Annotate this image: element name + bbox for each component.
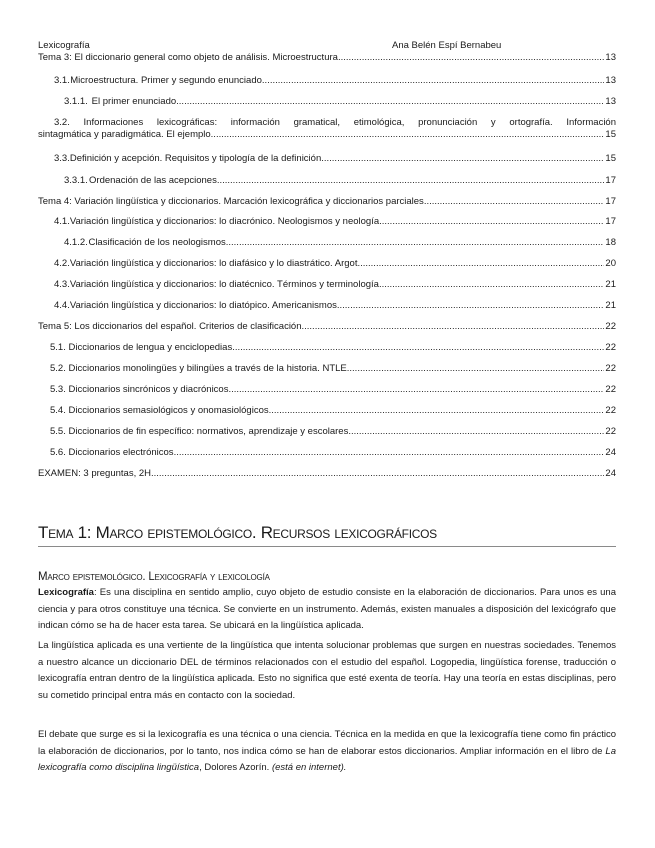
paragraph-lexicografia-definition: Lexicografía: Es una disciplina en sentido amplio, cuyo objeto de estudio consiste en la elaboración de diccionarios. Para unos es una ciencia y para otros constituye una técnica. Se convierte en un instrumento. Además, existen manuales a disposición del lexicógrafo que indican cómo se ha de hacer esta tarea. Se ubicará en la lingüística aplicada.: [38, 587, 616, 631]
paragraph-debate: El debate que surge es si la lexicografía es una técnica o una ciencia. Técnica en la medida en que la lexicografía tiene como fin práctico la elaboración de diccionarios, por lo tanto, nos indica cómo se han de elaborar estos diccionarios. Ampliar información en el libro de La lexicografía como disciplina lingüística, Dolores Azorín. (está en internet).: [38, 729, 616, 773]
internet-note: (está en internet).: [271, 762, 347, 773]
toc-entry-3-1[interactable]: 3.1. Microestructura. Primer y segundo enunciado ..... 13: [54, 75, 616, 87]
paragraph-linguistica-aplicada: La lingüística aplicada es una vertiente de la lingüística que intenta solucionar problemas que surgen en nuestras sociedades. Tenemos a nuestro alcance un diccionario DEL de términos relacionados con el estudio del español. Logopedia, lingüística forense, traducción o lexicografía entran dentro de la lingüística aplicada. Esto no significa que esté exenta de teoría. Hay una teoría en estas disciplinas, pero su cometido principal entra más en contacto con la sociedad.: [38, 640, 616, 701]
header-course-title: Lexicografía: [38, 40, 90, 51]
toc-entry-5-2[interactable]: 5.2. Diccionarios monolingües y bilingües a través de la historia. NTLE ..... 22: [50, 363, 616, 375]
toc-entry-tema3[interactable]: Tema 3: El diccionario general como objeto de análisis. Microestructura ..... 13: [38, 52, 616, 64]
header-author: Ana Belén Espí Bernabeu: [392, 40, 502, 51]
toc-entry-4-4[interactable]: 4.4. Variación lingüística y diccionarios: lo diatópico. Americanismos ..... 21: [54, 300, 616, 312]
heading-underline: [38, 546, 616, 547]
heading-tema-1: Tema 1: Marco epistemológico. Recursos lexicográficos: [38, 523, 437, 542]
toc-entry-4-3[interactable]: 4.3. Variación lingüística y diccionarios: lo diatécnico. Términos y terminología ..... 21: [54, 279, 616, 291]
toc-entry-5-5[interactable]: 5.5. Diccionarios de fin específico: normativos, aprendizaje y escolares ..... 22: [50, 426, 616, 438]
toc-entry-5-1[interactable]: 5.1. Diccionarios de lengua y enciclopedias ..... 22: [50, 342, 616, 354]
toc-entry-3-3[interactable]: 3.3. Definición y acepción. Requisitos y tipología de la definición ..... 15: [54, 153, 616, 165]
term-lexicografia: Lexicografía: [38, 587, 94, 598]
toc-entry-3-2[interactable]: 3.2. Informaciones lexicográficas: información gramatical, etimológica, pronunciación y ortografía. Información sintagmática y paradigmática. El ejemplo ..... 15: [54, 117, 616, 141]
toc-entry-5-3[interactable]: 5.3. Diccionarios sincrónicos y diacrónicos ..... 22: [50, 384, 616, 396]
toc-entry-4-2[interactable]: 4.2. Variación lingüística y diccionarios: lo diafásico y lo diastrático. Argot ..... 20: [54, 258, 616, 270]
toc-entry-tema5[interactable]: Tema 5: Los diccionarios del español. Criterios de clasificación ..... 22: [38, 321, 616, 333]
toc-entry-4-1[interactable]: 4.1. Variación lingüística y diccionarios: lo diacrónico. Neologismos y neología ..... 17: [54, 216, 616, 228]
toc-entry-4-1-2[interactable]: 4.1.2. Clasificación de los neologismos ..... 18: [64, 237, 616, 249]
toc-entry-3-3-1[interactable]: 3.3.1. Ordenación de las acepciones ..... 17: [64, 175, 616, 187]
toc-entry-3-1-1[interactable]: 3.1.1. El primer enunciado ..... 13: [64, 96, 616, 108]
toc-entry-examen[interactable]: EXAMEN: 3 preguntas, 2H ..... 24: [38, 468, 616, 480]
toc-entry-tema4[interactable]: Tema 4: Variación lingüística y diccionarios. Marcación lexicográfica y diccionarios parciales ..... 17: [38, 196, 616, 208]
subheading-marco: Marco epistemológico. Lexicografía y lexicología: [38, 571, 270, 583]
toc-entry-5-4[interactable]: 5.4. Diccionarios semasiológicos y onomasiológicos ..... 22: [50, 405, 616, 417]
toc-entry-5-6[interactable]: 5.6. Diccionarios electrónicos ..... 24: [50, 447, 616, 459]
book-title: La lexicografía como disciplina lingüística: [38, 745, 616, 773]
